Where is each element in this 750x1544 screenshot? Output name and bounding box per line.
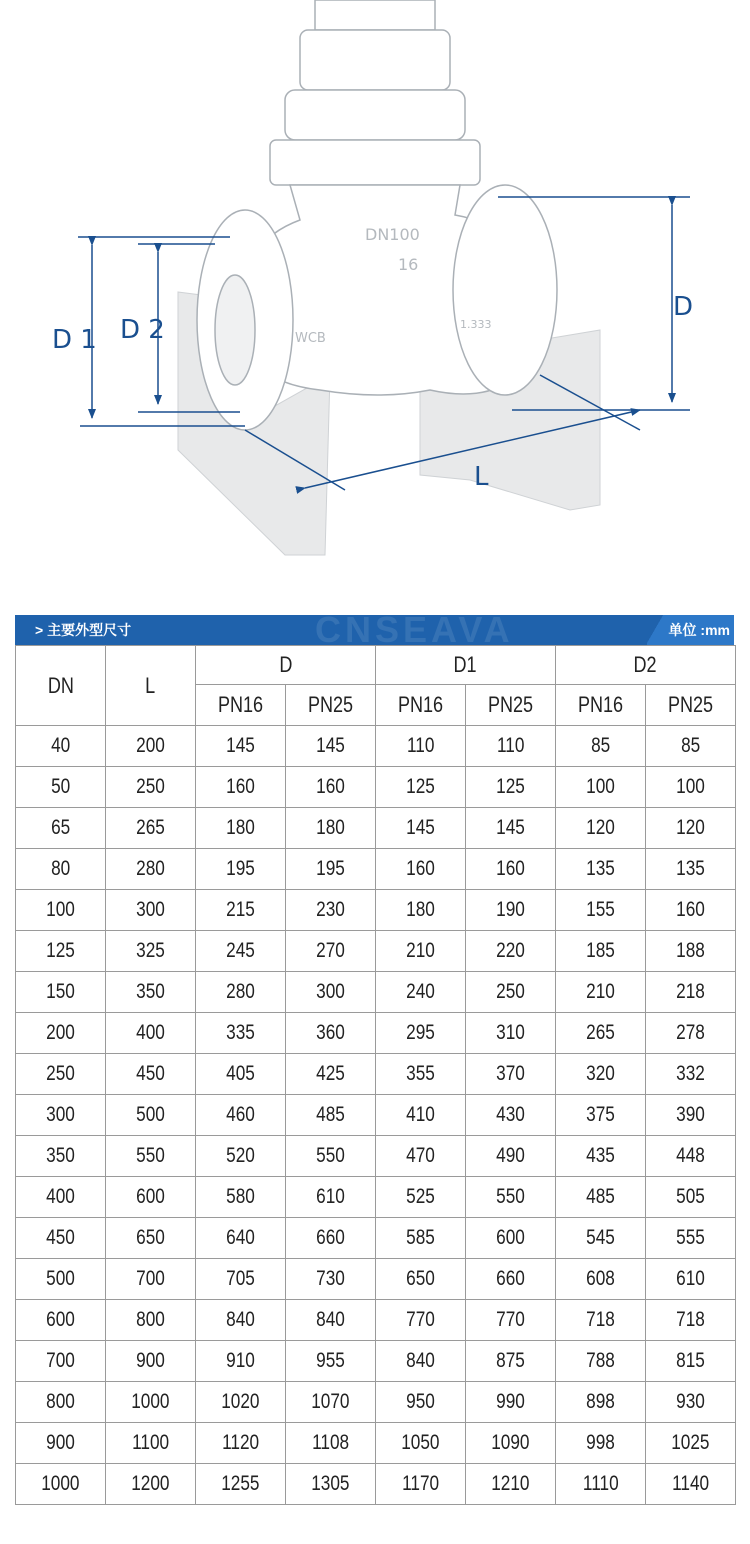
table-cell: 485: [286, 1095, 376, 1136]
table-cell: 160: [196, 767, 286, 808]
table-cell: 800: [106, 1300, 196, 1341]
subheader-d-pn16: PN16: [196, 685, 286, 726]
unit-label: 单位 :mm: [647, 615, 734, 645]
table-row: [16, 1464, 736, 1505]
table-cell: 430: [466, 1095, 556, 1136]
valve-marking-heat: 1.333: [460, 318, 492, 331]
table-cell: 400: [106, 1013, 196, 1054]
table-row: [16, 1013, 736, 1054]
table-cell: 155: [556, 890, 646, 931]
table-cell: 718: [556, 1300, 646, 1341]
table-cell: 180: [376, 890, 466, 931]
table-cell: 660: [286, 1218, 376, 1259]
d2-label: D 2: [120, 315, 165, 345]
table-cell: 448: [646, 1136, 736, 1177]
table-cell: 80: [16, 849, 106, 890]
table-cell: 150: [16, 972, 106, 1013]
table-cell: 250: [466, 972, 556, 1013]
table-cell: 200: [106, 726, 196, 767]
table-row: [16, 1177, 736, 1218]
valve-body: [197, 0, 557, 430]
table-cell: 332: [646, 1054, 736, 1095]
table-cell: 370: [466, 1054, 556, 1095]
table-cell: 180: [196, 808, 286, 849]
table-row: [16, 1259, 736, 1300]
table-cell: 100: [16, 890, 106, 931]
table-cell: 955: [286, 1341, 376, 1382]
table-cell: 840: [376, 1341, 466, 1382]
table-cell: 990: [466, 1382, 556, 1423]
table-cell: 390: [646, 1095, 736, 1136]
table-cell: 188: [646, 931, 736, 972]
table-cell: 218: [646, 972, 736, 1013]
table-cell: 210: [376, 931, 466, 972]
table-cell: 640: [196, 1218, 286, 1259]
table-cell: 160: [466, 849, 556, 890]
valve-marking-size: DN100: [365, 225, 420, 244]
table-cell: 120: [646, 808, 736, 849]
valve-marking-pressure: 16: [398, 255, 419, 274]
column-header-d: D: [196, 646, 376, 685]
table-cell: 660: [466, 1259, 556, 1300]
table-cell: 600: [16, 1300, 106, 1341]
table-row: [16, 890, 736, 931]
table-cell: 840: [286, 1300, 376, 1341]
table-cell: 730: [286, 1259, 376, 1300]
table-row: [16, 931, 736, 972]
column-header-d2: D2: [556, 646, 736, 685]
table-cell: 40: [16, 726, 106, 767]
subheader-d-pn25: PN25: [286, 685, 376, 726]
table-cell: 545: [556, 1218, 646, 1259]
section-header: [15, 615, 734, 645]
table-cell: 1025: [646, 1423, 736, 1464]
table-cell: 485: [556, 1177, 646, 1218]
column-header-dn: DN: [16, 646, 106, 726]
table-cell: 788: [556, 1341, 646, 1382]
column-header-d1: D1: [376, 646, 556, 685]
table-cell: 840: [196, 1300, 286, 1341]
table-cell: 300: [106, 890, 196, 931]
table-cell: 240: [376, 972, 466, 1013]
table-cell: 1050: [376, 1423, 466, 1464]
table-cell: 950: [376, 1382, 466, 1423]
table-cell: 998: [556, 1423, 646, 1464]
subheader-d2-pn25: PN25: [646, 685, 736, 726]
dimension-table: [15, 645, 736, 1505]
table-cell: 250: [16, 1054, 106, 1095]
table-cell: 1100: [106, 1423, 196, 1464]
table-cell: 280: [106, 849, 196, 890]
table-row: [16, 1300, 736, 1341]
table-cell: 85: [646, 726, 736, 767]
table-cell: 450: [16, 1218, 106, 1259]
l-label: L: [474, 462, 489, 492]
table-cell: 450: [106, 1054, 196, 1095]
table-row: [16, 849, 736, 890]
table-cell: 200: [16, 1013, 106, 1054]
table-cell: 135: [556, 849, 646, 890]
table-cell: 320: [556, 1054, 646, 1095]
table-cell: 145: [466, 808, 556, 849]
table-cell: 550: [466, 1177, 556, 1218]
table-cell: 160: [646, 890, 736, 931]
table-cell: 400: [16, 1177, 106, 1218]
table-cell: 160: [376, 849, 466, 890]
table-cell: 435: [556, 1136, 646, 1177]
table-cell: 405: [196, 1054, 286, 1095]
table-cell: 580: [196, 1177, 286, 1218]
table-cell: 1020: [196, 1382, 286, 1423]
table-cell: 1200: [106, 1464, 196, 1505]
table-cell: 425: [286, 1054, 376, 1095]
table-cell: 185: [556, 931, 646, 972]
table-cell: 505: [646, 1177, 736, 1218]
table-cell: 718: [646, 1300, 736, 1341]
table-cell: 525: [376, 1177, 466, 1218]
table-cell: 705: [196, 1259, 286, 1300]
table-cell: 610: [286, 1177, 376, 1218]
table-cell: 135: [646, 849, 736, 890]
table-cell: 1000: [106, 1382, 196, 1423]
table-cell: 1110: [556, 1464, 646, 1505]
table-row: [16, 1095, 736, 1136]
table-row: [16, 1218, 736, 1259]
table-cell: 550: [106, 1136, 196, 1177]
valve-drawing: [0, 0, 750, 600]
table-cell: 110: [376, 726, 466, 767]
table-cell: 608: [556, 1259, 646, 1300]
table-cell: 220: [466, 931, 556, 972]
table-cell: 1090: [466, 1423, 556, 1464]
table-cell: 500: [16, 1259, 106, 1300]
table-cell: 300: [286, 972, 376, 1013]
table-row: [16, 1136, 736, 1177]
table-cell: 500: [106, 1095, 196, 1136]
table-cell: 460: [196, 1095, 286, 1136]
table-cell: 190: [466, 890, 556, 931]
subheader-d1-pn16: PN16: [376, 685, 466, 726]
table-cell: 180: [286, 808, 376, 849]
table-cell: 355: [376, 1054, 466, 1095]
table-cell: 650: [106, 1218, 196, 1259]
table-cell: 360: [286, 1013, 376, 1054]
table-cell: 875: [466, 1341, 556, 1382]
table-cell: 1210: [466, 1464, 556, 1505]
table-cell: 770: [466, 1300, 556, 1341]
table-cell: 310: [466, 1013, 556, 1054]
table-row: [16, 808, 736, 849]
table-cell: 585: [376, 1218, 466, 1259]
table-row: [16, 1341, 736, 1382]
table-cell: 1070: [286, 1382, 376, 1423]
table-cell: 215: [196, 890, 286, 931]
table-cell: 555: [646, 1218, 736, 1259]
table-cell: 815: [646, 1341, 736, 1382]
table-cell: 325: [106, 931, 196, 972]
table-row: [16, 1382, 736, 1423]
table-row: [16, 1423, 736, 1464]
valve-marking-material: WCB: [295, 331, 326, 346]
table-cell: 125: [466, 767, 556, 808]
table-cell: 245: [196, 931, 286, 972]
table-cell: 490: [466, 1136, 556, 1177]
table-cell: 910: [196, 1341, 286, 1382]
table-cell: 1170: [376, 1464, 466, 1505]
table-cell: 100: [556, 767, 646, 808]
table-cell: 520: [196, 1136, 286, 1177]
table-cell: 85: [556, 726, 646, 767]
table-cell: 110: [466, 726, 556, 767]
table-row: [16, 1054, 736, 1095]
table-cell: 470: [376, 1136, 466, 1177]
table-cell: 550: [286, 1136, 376, 1177]
table-cell: 230: [286, 890, 376, 931]
table-row: [16, 767, 736, 808]
table-cell: 145: [196, 726, 286, 767]
table-cell: 278: [646, 1013, 736, 1054]
table-cell: 195: [196, 849, 286, 890]
table-cell: 265: [106, 808, 196, 849]
table-cell: 280: [196, 972, 286, 1013]
table-cell: 800: [16, 1382, 106, 1423]
header-watermark: CNSEAVA: [315, 615, 514, 645]
table-cell: 1120: [196, 1423, 286, 1464]
table-cell: 900: [106, 1341, 196, 1382]
d-label: D: [673, 292, 694, 322]
valve-dimension-diagram: [0, 0, 750, 600]
table-cell: 335: [196, 1013, 286, 1054]
table-cell: 1305: [286, 1464, 376, 1505]
table-cell: 210: [556, 972, 646, 1013]
table-cell: 250: [106, 767, 196, 808]
table-cell: 145: [286, 726, 376, 767]
table-cell: 120: [556, 808, 646, 849]
section-title: > 主要外型尺寸: [35, 622, 132, 638]
table-cell: 265: [556, 1013, 646, 1054]
d1-label: D 1: [52, 325, 97, 355]
table-cell: 600: [106, 1177, 196, 1218]
table-cell: 650: [376, 1259, 466, 1300]
table-cell: 1108: [286, 1423, 376, 1464]
table-cell: 900: [16, 1423, 106, 1464]
table-cell: 270: [286, 931, 376, 972]
table-cell: 125: [376, 767, 466, 808]
table-cell: 700: [106, 1259, 196, 1300]
table-row: [16, 726, 736, 767]
table-cell: 610: [646, 1259, 736, 1300]
table-cell: 375: [556, 1095, 646, 1136]
subheader-d1-pn25: PN25: [466, 685, 556, 726]
table-cell: 50: [16, 767, 106, 808]
table-cell: 1140: [646, 1464, 736, 1505]
table-cell: 770: [376, 1300, 466, 1341]
table-cell: 100: [646, 767, 736, 808]
table-cell: 160: [286, 767, 376, 808]
table-cell: 145: [376, 808, 466, 849]
table-cell: 125: [16, 931, 106, 972]
table-row: [16, 972, 736, 1013]
table-cell: 930: [646, 1382, 736, 1423]
table-cell: 65: [16, 808, 106, 849]
table-cell: 700: [16, 1341, 106, 1382]
column-header-l: L: [106, 646, 196, 726]
table-cell: 195: [286, 849, 376, 890]
table-cell: 898: [556, 1382, 646, 1423]
table-cell: 600: [466, 1218, 556, 1259]
subheader-d2-pn16: PN16: [556, 685, 646, 726]
table-cell: 300: [16, 1095, 106, 1136]
table-cell: 1255: [196, 1464, 286, 1505]
table-cell: 1000: [16, 1464, 106, 1505]
table-cell: 350: [106, 972, 196, 1013]
table-cell: 295: [376, 1013, 466, 1054]
table-cell: 410: [376, 1095, 466, 1136]
table-cell: 350: [16, 1136, 106, 1177]
